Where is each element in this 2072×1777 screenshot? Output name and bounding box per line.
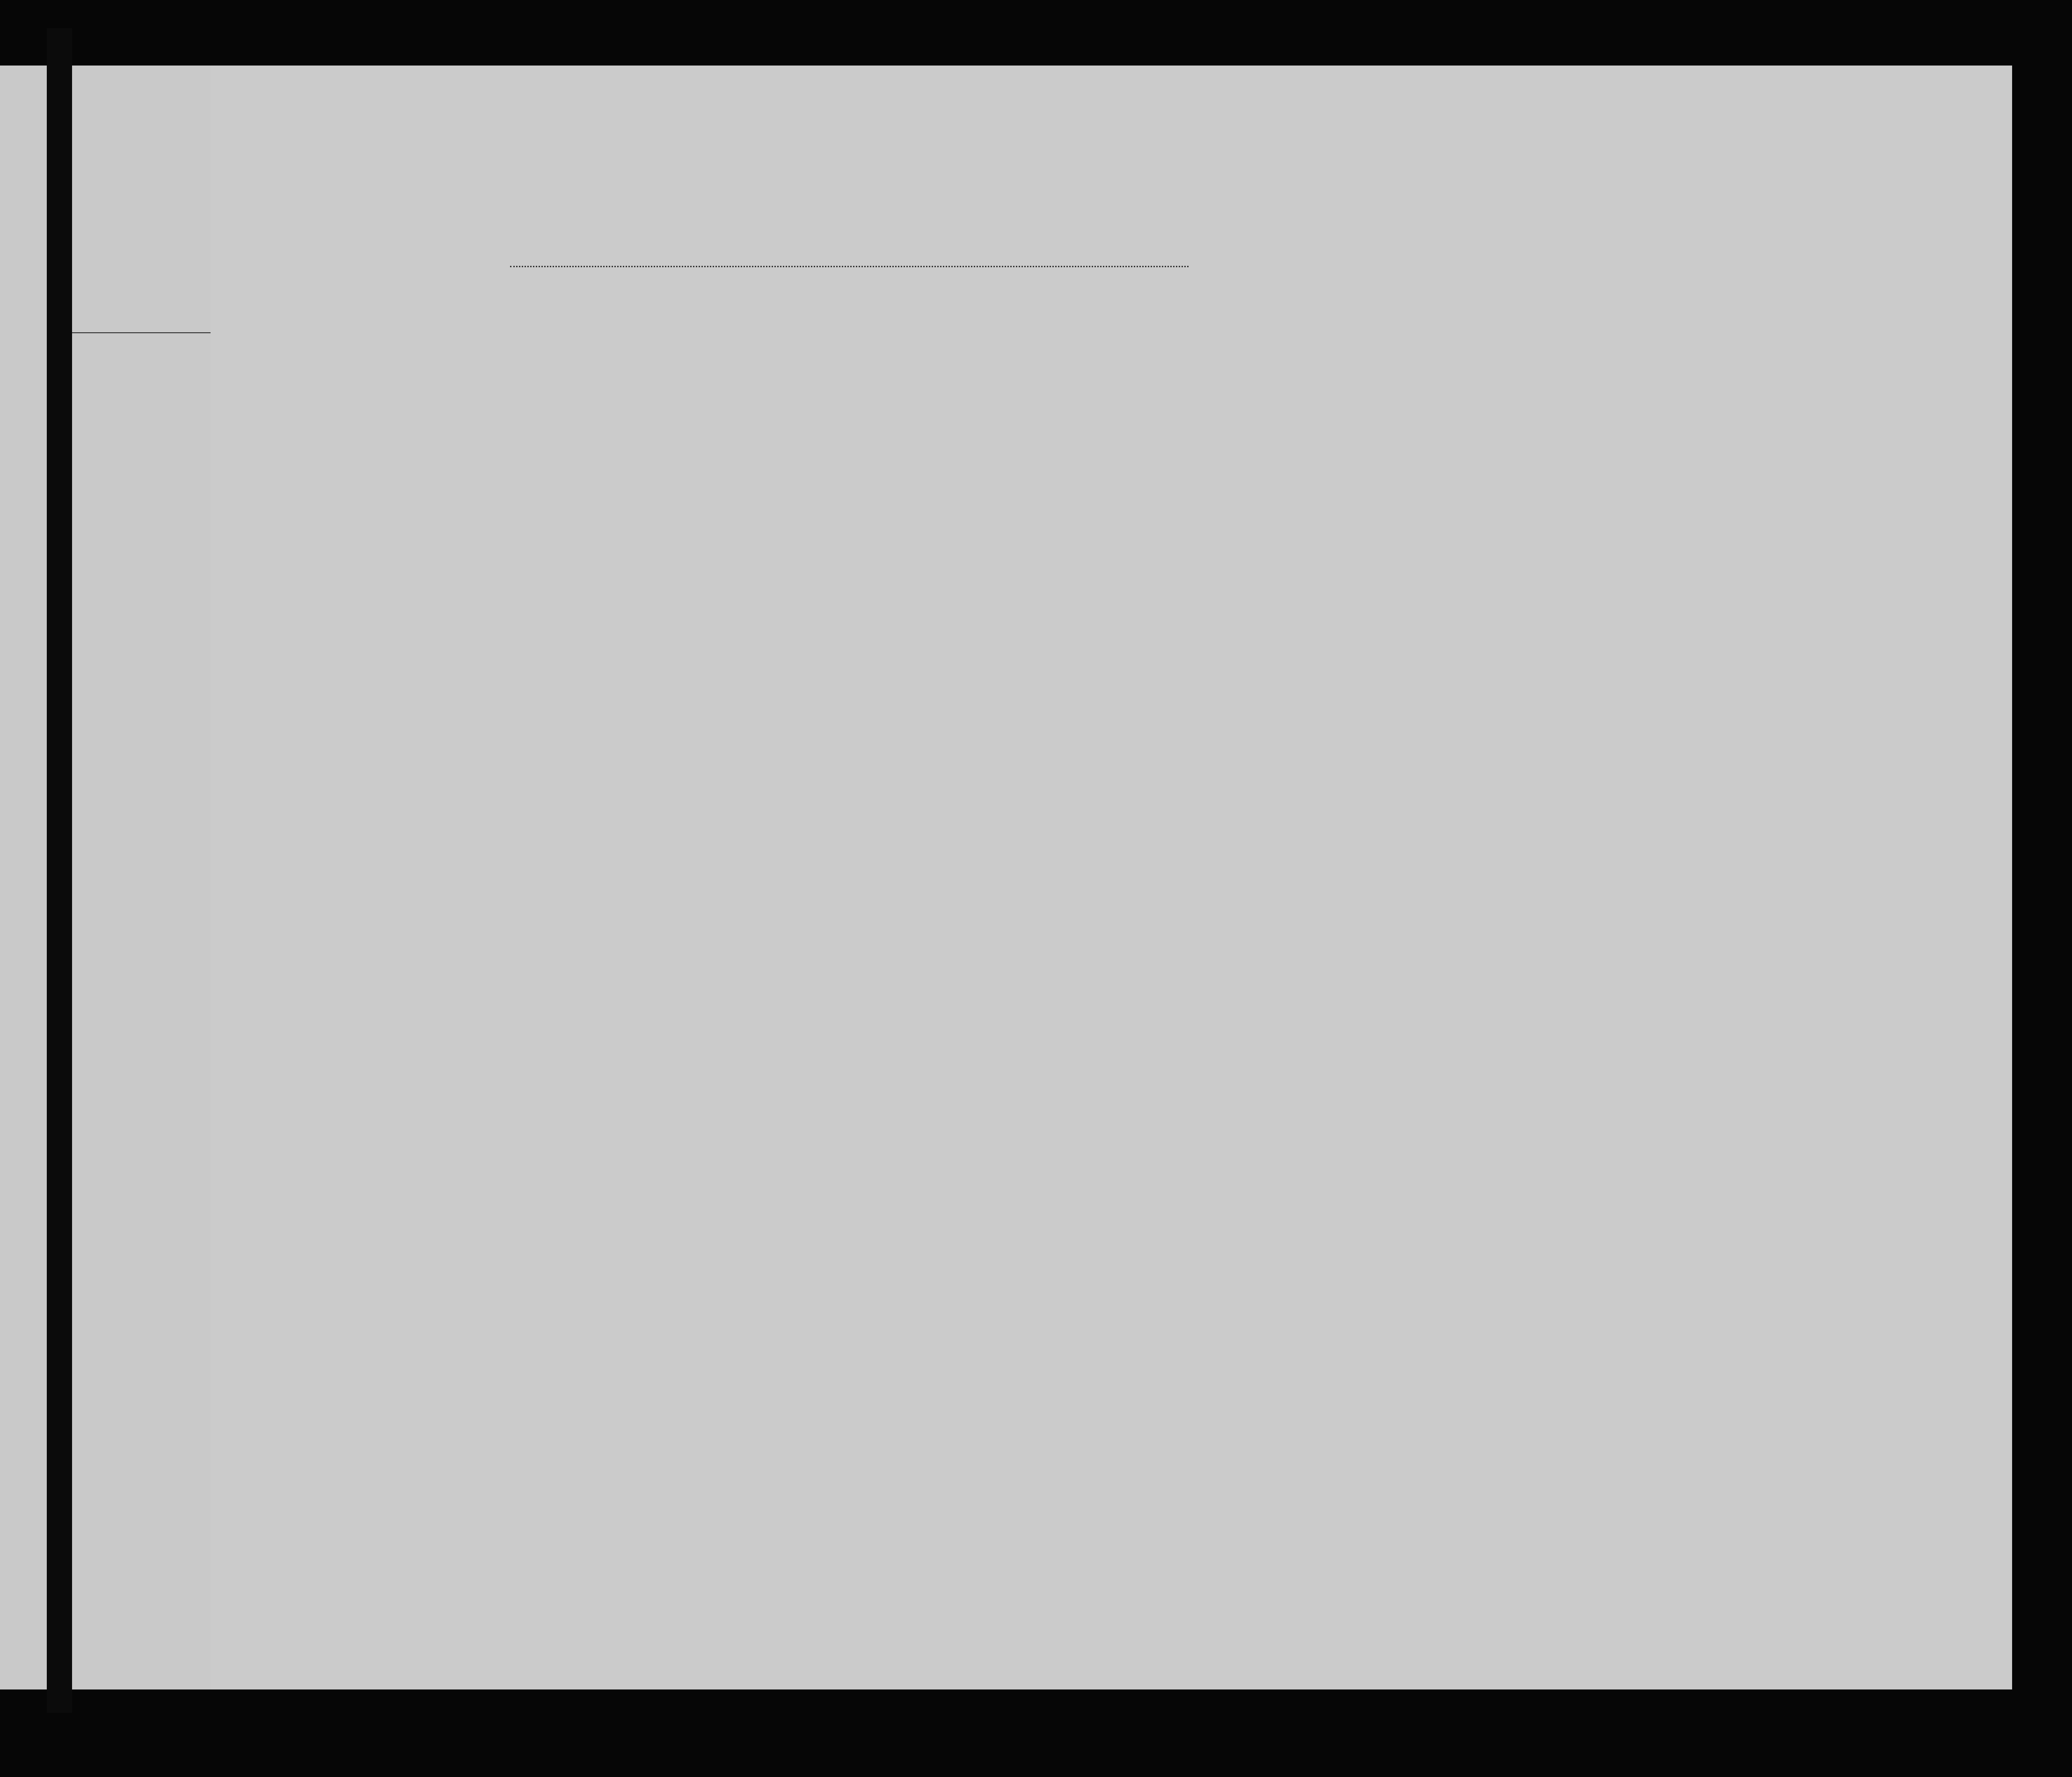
header-become-citizen — [1301, 337, 1324, 515]
header-ticket — [731, 342, 753, 515]
header-intend-return — [1218, 337, 1246, 515]
header-anarchist — [1399, 337, 1418, 515]
header-polygamist — [1377, 337, 1395, 515]
prev-rule — [70, 332, 211, 333]
port-line — [510, 266, 1189, 267]
header-feet — [1692, 480, 1710, 515]
ruling-grid — [211, 66, 2012, 1689]
header-q29 — [1465, 337, 1497, 515]
header-q28 — [1423, 337, 1460, 515]
header-prison — [1345, 337, 1373, 515]
binding-gutter — [47, 28, 72, 1713]
header-fifty-dollars — [839, 332, 861, 515]
previous-page-fragment — [0, 66, 211, 1689]
header-deported — [1500, 337, 1528, 515]
header-length-of-stay — [1255, 337, 1278, 515]
manifest-page — [211, 66, 2012, 1689]
header-inches — [1713, 468, 1731, 515]
